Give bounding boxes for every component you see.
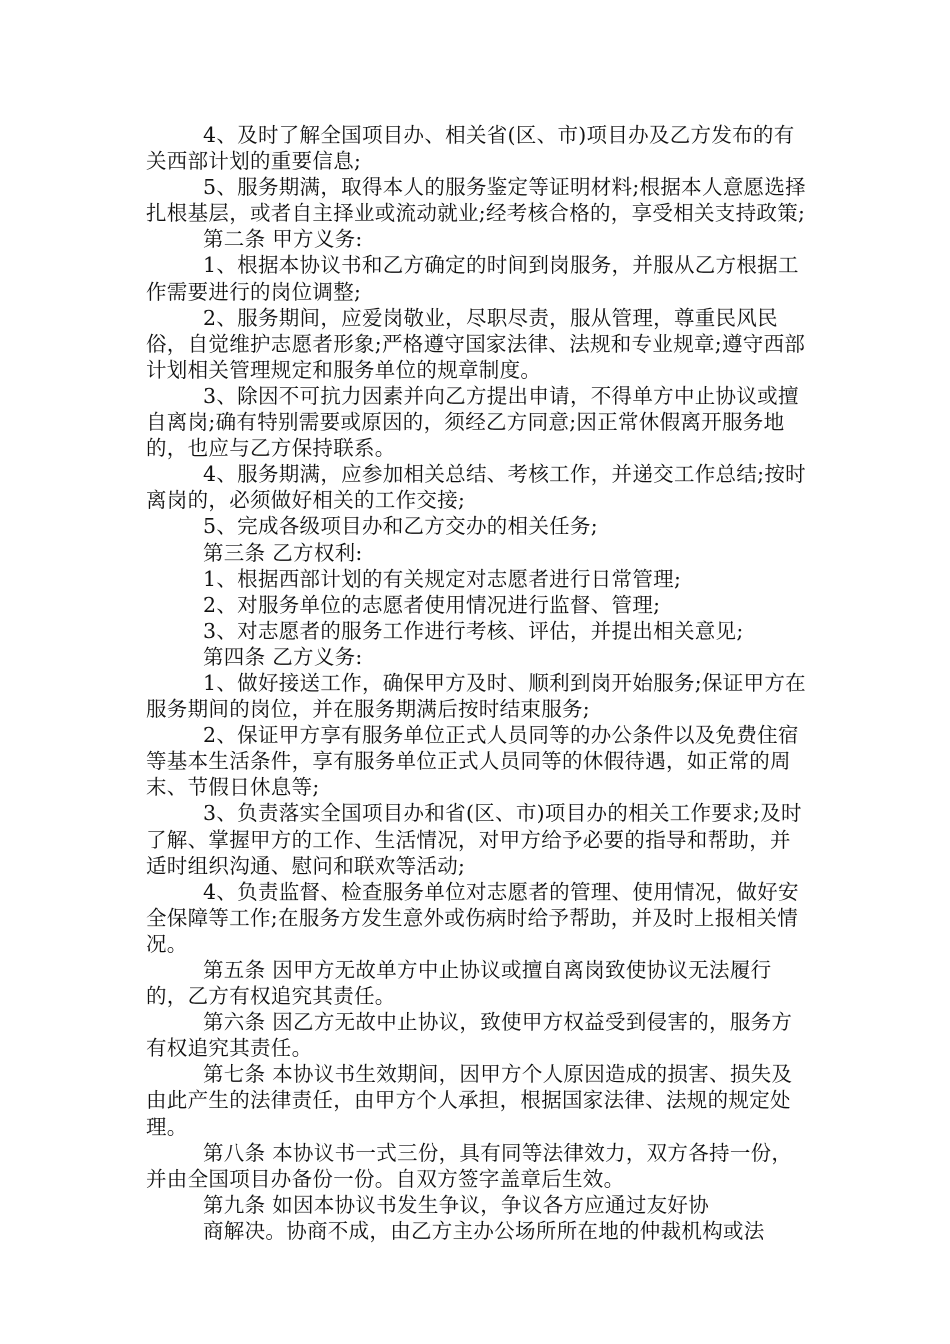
article-2-heading: 第二条 甲方义务:: [203, 227, 363, 252]
paragraph-party-b-right-3: 3、对志愿者的服务工作进行考核、评估，并提出相关意见;: [203, 618, 744, 643]
article-3-heading: 第三条 乙方权利:: [203, 540, 363, 565]
article-8-paragraph: 第八条 本协议书一式三份，具有同等法律效力，双方各持一份，并由全国项目办备份一份。自双方签字盖章后生效。: [146, 1140, 793, 1191]
paragraph-right-5-service-end: 5、服务期满，取得本人的服务鉴定等证明材料;根据本人意愿选择扎根基层，或者自主择业或流动就业;经考核合格的，享受相关支持政策;: [146, 175, 806, 226]
paragraph-right-4-info: 4、及时了解全国项目办、相关省(区、市)项目办及乙方发布的有关西部计划的重要信息;: [146, 123, 795, 174]
paragraph-party-b-right-1: 1、根据西部计划的有关规定对志愿者进行日常管理;: [203, 566, 682, 591]
article-4-heading: 第四条 乙方义务:: [203, 644, 363, 669]
paragraph-duty-1: 1、根据本协议书和乙方确定的时间到岗服务，并服从乙方根据工作需要进行的岗位调整;: [146, 253, 799, 304]
paragraph-party-b-right-2: 2、对服务单位的志愿者使用情况进行监督、管理;: [203, 592, 661, 617]
paragraph-party-b-duty-4: 4、负责监督、检查服务单位对志愿者的管理、使用情况，做好安全保障等工作;在服务方发生意外或伤病时给予帮助，并及时上报相关情况。: [146, 879, 799, 956]
article-9-paragraph-continued: 商解决。协商不成，由乙方主办公场所所在地的仲裁机构或法: [203, 1218, 765, 1243]
paragraph-duty-5: 5、完成各级项目办和乙方交办的相关任务;: [203, 514, 598, 539]
article-6-paragraph: 第六条 因乙方无故中止协议，致使甲方权益受到侵害的，服务方有权追究其责任。: [146, 1010, 793, 1061]
article-5-paragraph: 第五条 因甲方无故单方中止协议或擅自离岗致使协议无法履行的，乙方有权追究其责任。: [146, 958, 772, 1009]
paragraph-party-b-duty-3: 3、负责落实全国项目办和省(区、市)项目办的相关工作要求;及时了解、掌握甲方的工作、生活情况，对甲方给予必要的指导和帮助，并适时组织沟通、慰问和联欢等活动;: [146, 801, 802, 878]
paragraph-duty-4: 4、服务期满，应参加相关总结、考核工作，并递交工作总结;按时离岗的，必须做好相关的工作交接;: [146, 462, 806, 513]
paragraph-duty-3: 3、除因不可抗力因素并向乙方提出申请，不得单方中止协议或擅自离岗;确有特别需要或原因的，须经乙方同意;因正常休假离开服务地的，也应与乙方保持联系。: [146, 383, 799, 461]
paragraph-duty-2: 2、服务期间，应爱岗敬业，尽职尽责，服从管理，尊重民风民俗，自觉维护志愿者形象;严格遵守国家法律、法规和专业规章;遵守西部计划相关管理规定和服务单位的规章制度。: [146, 305, 806, 382]
paragraph-party-b-duty-1: 1、做好接送工作，确保甲方及时、顺利到岗开始服务;保证甲方在服务期间的岗位，并在服务期满后按时结束服务;: [146, 670, 806, 722]
article-7-paragraph: 第七条 本协议书生效期间，因甲方个人原因造成的损害、损失及由此产生的法律责任，由甲方个人承担，根据国家法律、法规的规定处理。: [146, 1062, 793, 1139]
paragraph-party-b-duty-2: 2、保证甲方享有服务单位正式人员同等的办公条件以及免费住宿等基本生活条件，享有服务单位正式人员同等的休假待遇，如正常的周末、节假日休息等;: [146, 723, 799, 800]
article-9-paragraph-start: 第九条 如因本协议书发生争议，争议各方应通过友好协: [203, 1192, 710, 1217]
document-page: [146, 122, 806, 1244]
